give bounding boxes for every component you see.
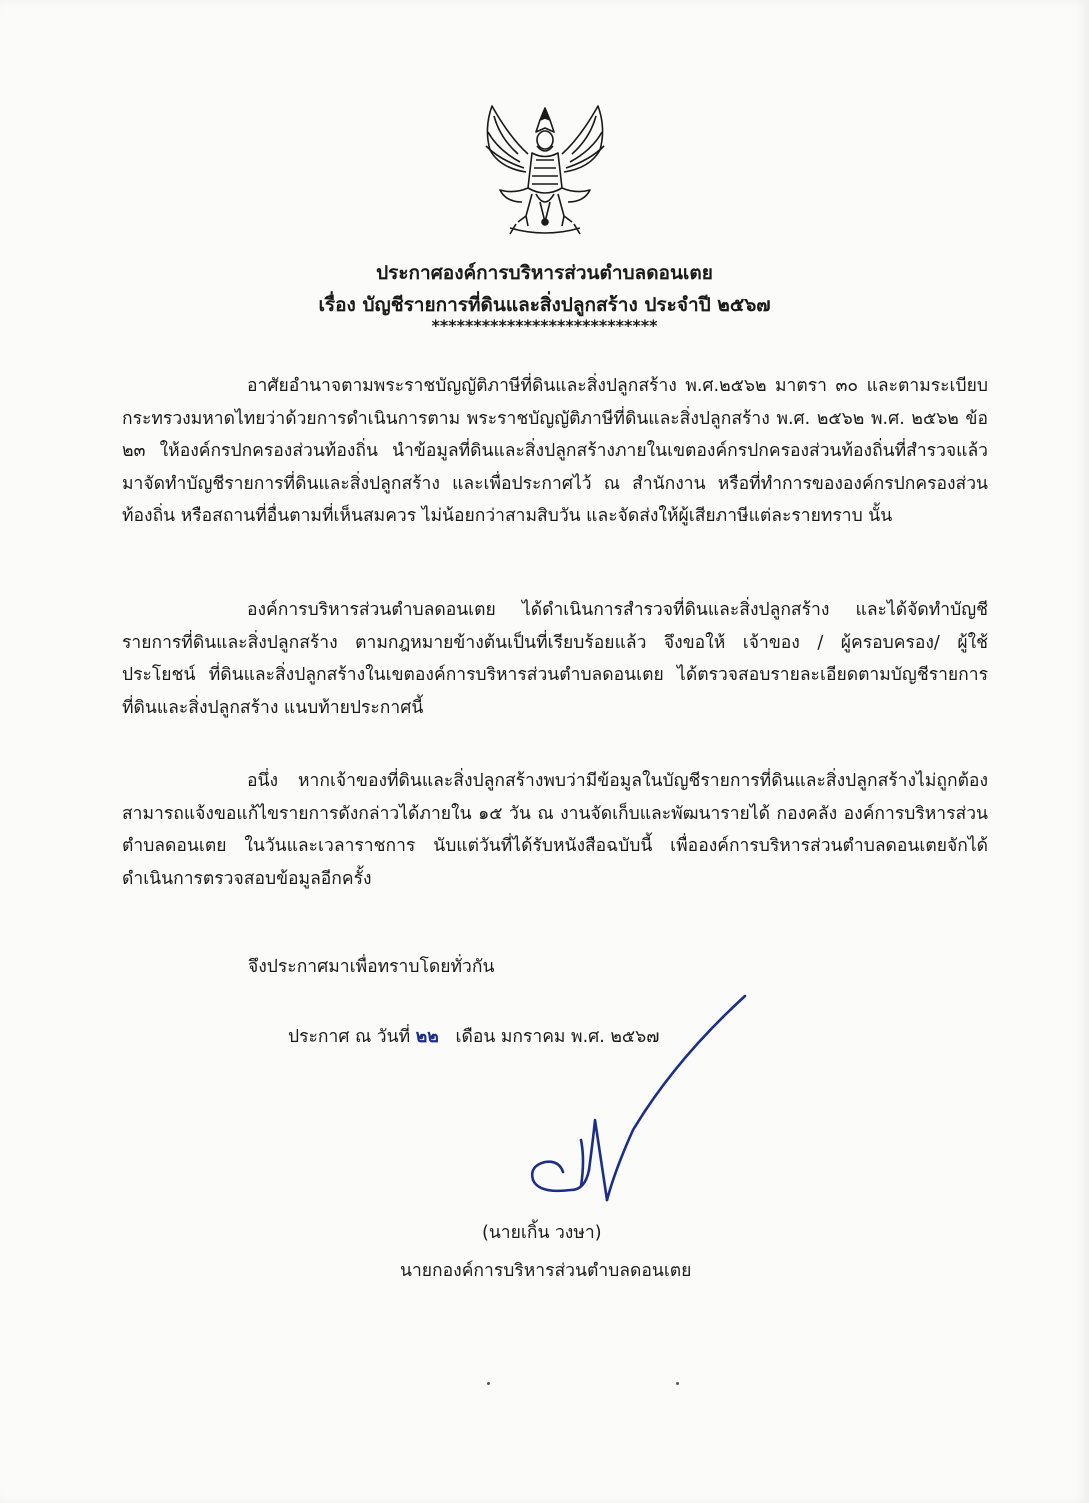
date-prefix: ประกาศ ณ วันที่ <box>288 1027 411 1047</box>
announcement-title: ประกาศองค์การบริหารส่วนตำบลดอนเตย <box>376 262 713 284</box>
body-paragraph-1: อาศัยอำนาจตามพระราชบัญญัติภาษีที่ดินและสิ่งปลูกสร้าง พ.ศ.๒๕๖๒ มาตรา ๓๐ และตามระเบียบกระทรวงมหาดไทยว่าด้วยการดำเนินการตาม พระราชบัญญัติภาษีที่ดินและสิ่งปลูกสร้าง พ.ศ. ๒๕๖๒ พ.ศ. ๒๕๖๒ ข้อ ๒๓ ให้องค์กรปกครองส่วนท้องถิ่น นำข้อมูลที่ดินและสิ่งปลูกสร้างภายในเขตองค์กรปกครองส่วนท้องถิ่นที่สำรวจแล้ว มาจัดทำบัญชีรายการที่ดินและสิ่งปลูกสร้าง และเพื่อประกาศไว้ ณ สำนักงาน หรือที่ทำการขององค์กรปกครองส่วนท้องถิ่น หรือสถานที่อื่นตามที่เห็นสมควร ไม่น้อยกว่าสามสิบวัน และจัดส่งให้ผู้เสียภาษีแต่ละรายทราบ นั้น <box>122 376 988 526</box>
date-month-year: เดือน มกราคม พ.ศ. ๒๕๖๗ <box>455 1027 660 1047</box>
signatory-name: (นายเกิ้น วงษา) <box>482 1223 602 1243</box>
paper-speck <box>676 1382 679 1385</box>
separator-line: *************************** <box>431 316 658 335</box>
body-paragraph-3: อนึ่ง หากเจ้าของที่ดินและสิ่งปลูกสร้างพบว่ามีข้อมูลในบัญชีรายการที่ดินและสิ่งปลูกสร้างไม่ถูกต้อง สามารถแจ้งขอแก้ไขรายการดังกล่าวได้ภายใน ๑๕ วัน ณ งานจัดเก็บและพัฒนารายได้ กองคลัง องค์การบริหารส่วนตำบลดอนเตย ในวันและเวลาราชการ นับแต่วันที่ได้รับหนังสือฉบับนี้ เพื่อองค์การบริหารส่วนตำบลดอนเตยจักได้ดำเนินการตรวจสอบข้อมูลอีกครั้ง <box>122 771 988 889</box>
closing-statement: จึงประกาศมาเพื่อทราบโดยทั่วกัน <box>248 957 495 977</box>
garuda-emblem-icon <box>470 98 620 248</box>
date-day: ๒๒ <box>415 1027 439 1047</box>
signatory-position: นายกองค์การบริหารส่วนตำบลดอนเตย <box>400 1261 692 1281</box>
paper-speck <box>487 1382 490 1385</box>
handwritten-signature <box>515 990 765 1210</box>
body-paragraph-2: องค์การบริหารส่วนตำบลดอนเตย ได้ดำเนินการสำรวจที่ดินและสิ่งปลูกสร้าง และได้จัดทำบัญชีรายการที่ดินและสิ่งปลูกสร้าง ตามกฎหมายข้างต้นเป็นที่เรียบร้อยแล้ว จึงขอให้ เจ้าของ / ผู้ครอบครอง/ ผู้ใช้ประโยชน์ ที่ดินและสิ่งปลูกสร้างในเขตองค์การบริหารส่วนตำบลดอนเตย ได้ตรวจสอบรายละเอียดตามบัญชีรายการที่ดินและสิ่งปลูกสร้าง แนบท้ายประกาศนี้ <box>122 600 988 718</box>
announcement-subject: เรื่อง บัญชีรายการที่ดินและสิ่งปลูกสร้าง ประจำปี ๒๕๖๗ <box>318 294 771 316</box>
